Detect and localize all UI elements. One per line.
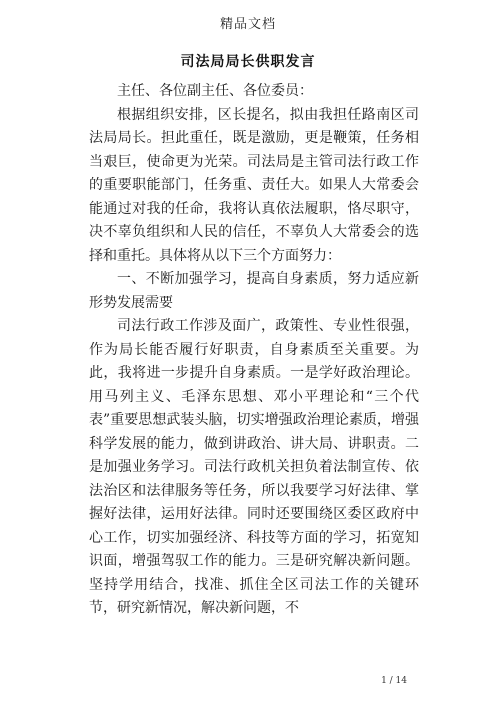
page-header: 精品文档 (219, 17, 276, 32)
document-title: 司法局局长供职发言 (180, 54, 316, 70)
page-indicator: 1 / 14 (381, 676, 407, 686)
section-heading-1: 一、不断加强学习，提高自身素质，努力适应新形势发展需要 (89, 271, 419, 311)
paragraph-2: 司法行政工作涉及面广，政策性、专业性很强，作为局长能否履行好职责，自身素质至关重要。为此，我将进一步提升自身素质。一是学好政治理论。用马列主义、毛泽东思想、邓小平理论和“三个代表”重要思想武装头脑，切实增强政治理论素质，增强科学发展的能力，做到讲政治、讲大局、讲职责。二是加强业务学习。司法行政机关担负着法制宣传、依法治区和法律服务等任务，所以我要学习好法律、掌握好法律，运用好法律。同时还要围绕区委区政府中心工作，切实加强经济、科技等方面的学习，拓宽知识面，增强驾驭工作的能力。三是研究解决新问题。坚持学用结合，找准、抓住全区司法工作的关键环节，研究新情况，解决新问题，不 (89, 318, 419, 616)
paragraph-1: 根据组织安排，区长提名，拟由我担任路南区司法局局长。担此重任，既是激励，更是鞭策，任务相当艰巨，使命更为光荣。司法局是主管司法行政工作的重要职能部门，任务重、责任大。如果人大常委会能通过对我的任命，我将认真依法履职，恪尽职守，决不辜负组织和人民的信任，不辜负人大常委会的选择和重托。具体将从以下三个方面努力： (89, 106, 419, 264)
document-body (89, 80, 419, 621)
salutation: 主任、各位副主任、各位委员： (117, 83, 313, 99)
